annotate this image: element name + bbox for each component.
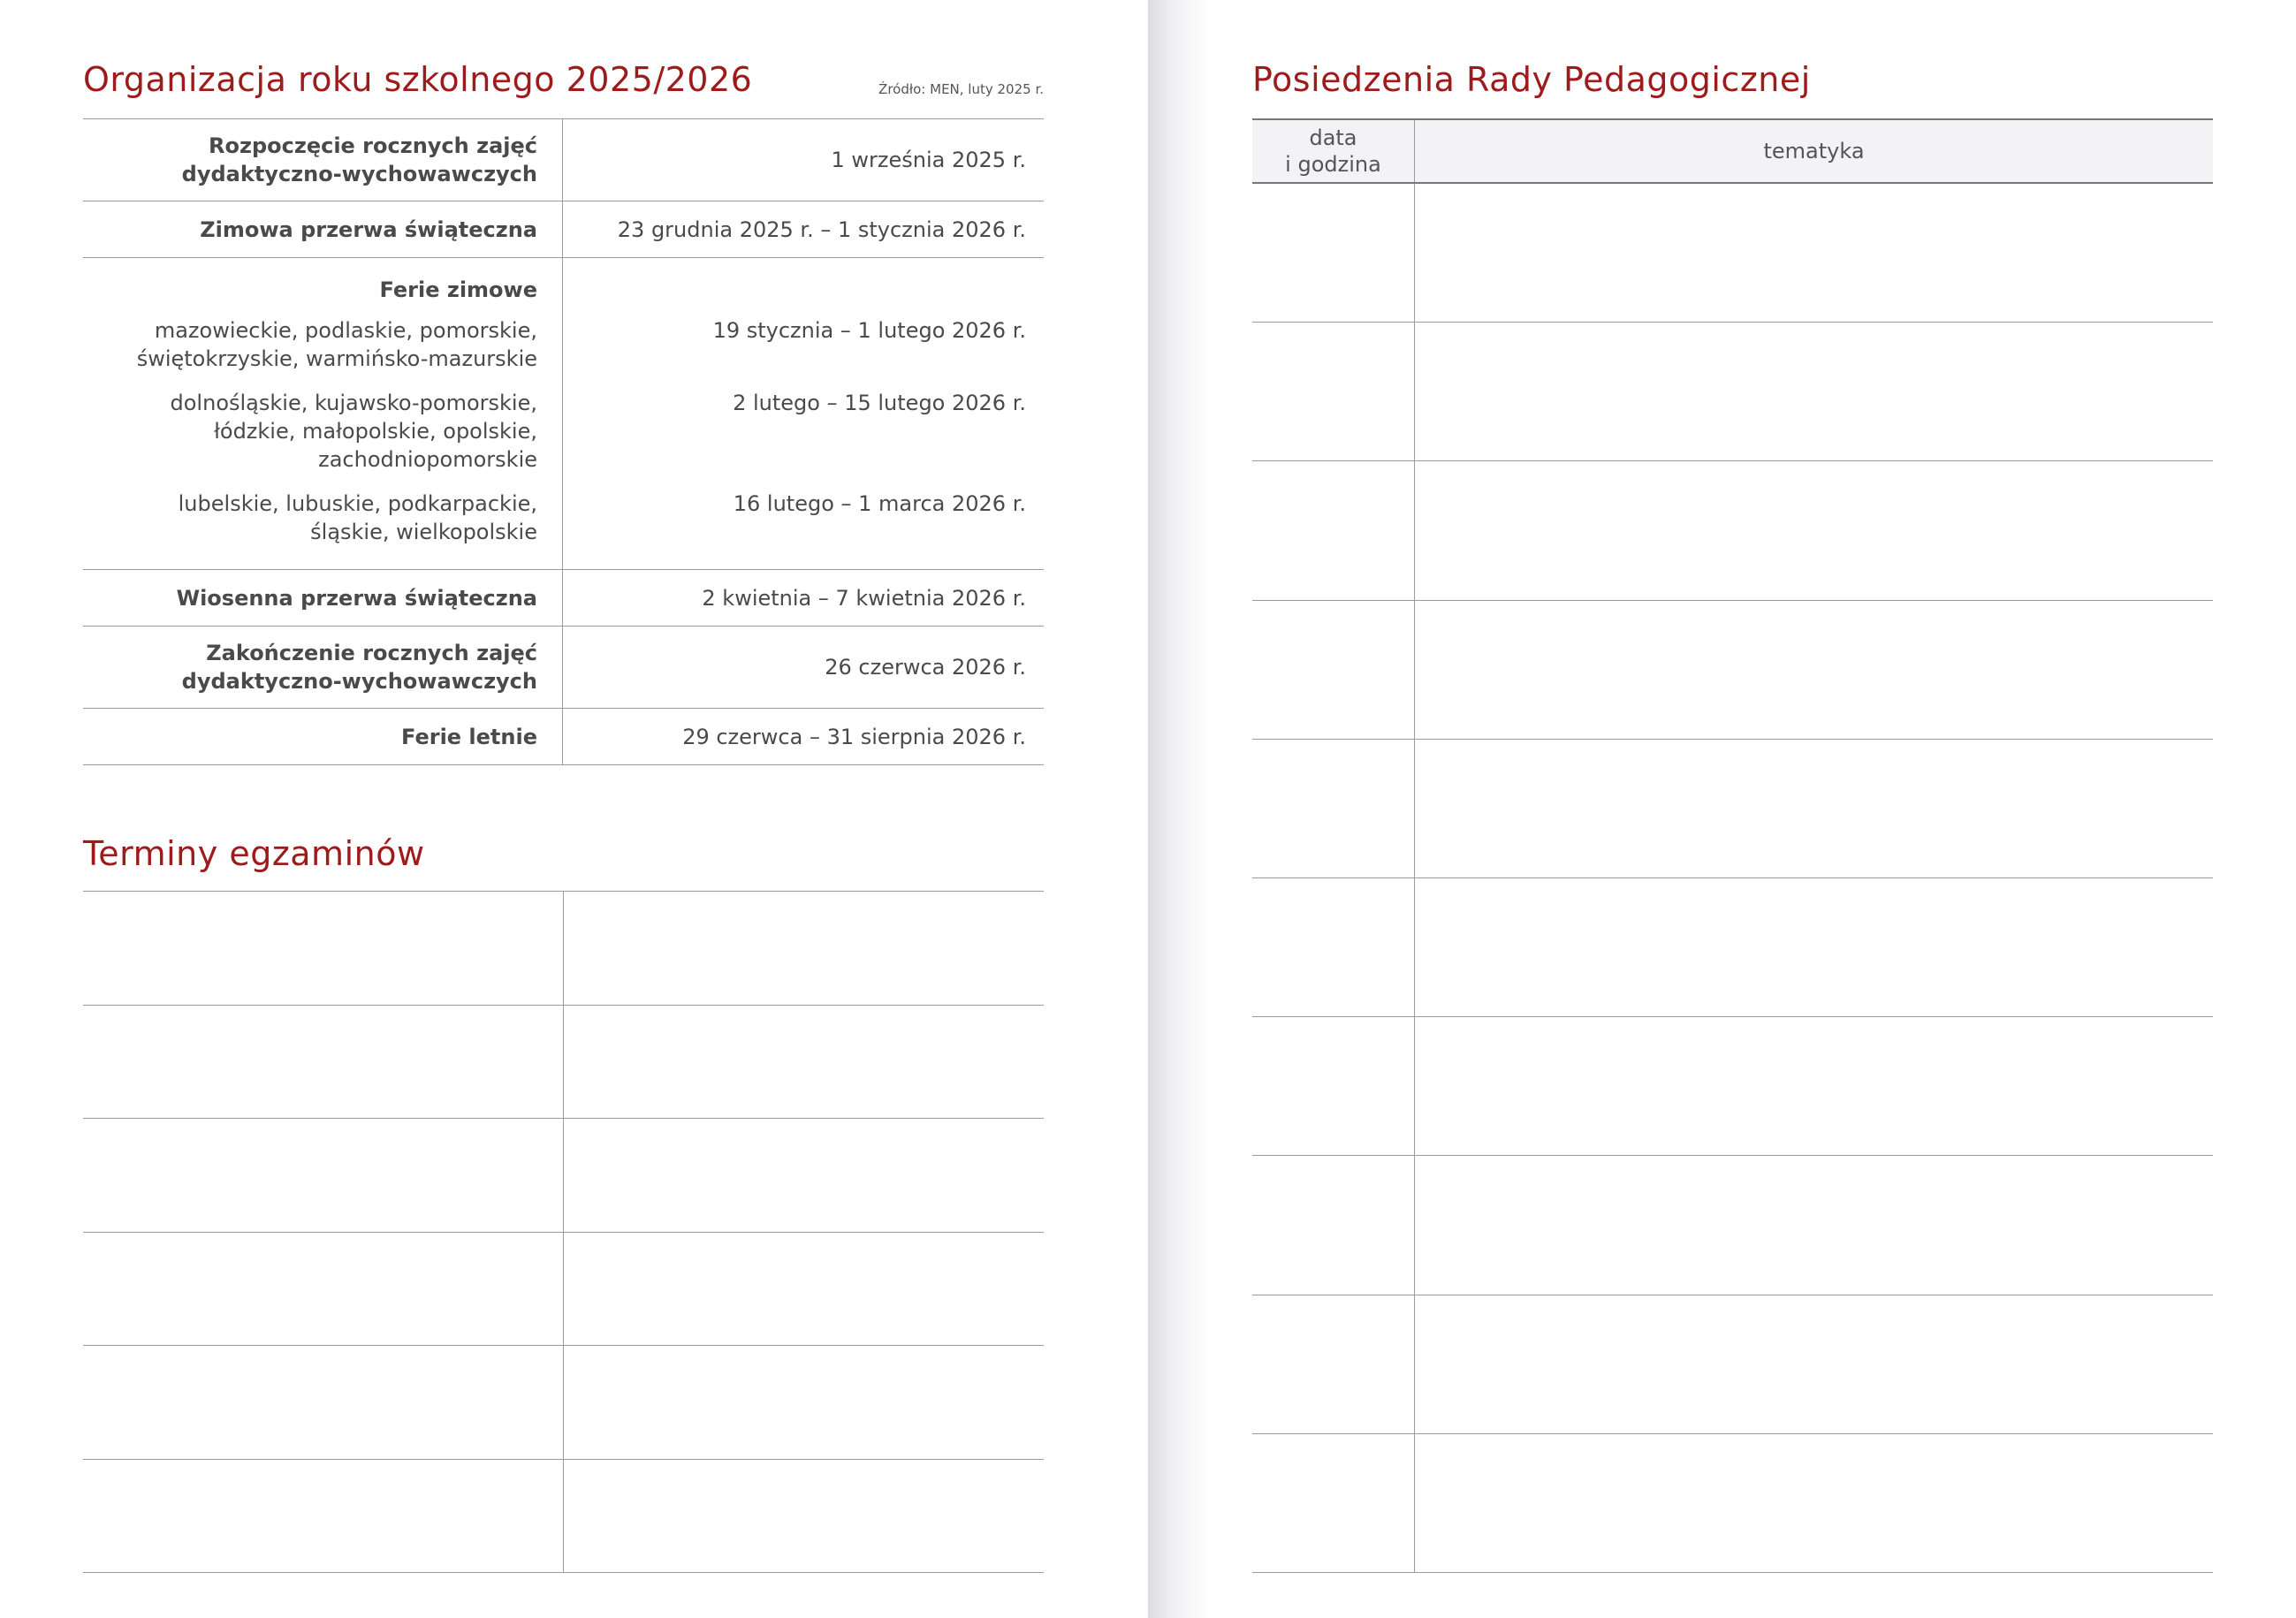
exam-row <box>83 1006 1044 1120</box>
exam-cell[interactable] <box>83 1119 564 1232</box>
page-gutter <box>1148 0 1210 1618</box>
header-date: data i godzina <box>1252 120 1415 182</box>
exam-row <box>83 892 1044 1006</box>
org-row <box>83 627 1044 709</box>
org-label: Zakończenie rocznych zajęć dydaktyczno-wychowawczych <box>83 627 563 708</box>
org-row-ferie <box>83 258 1044 570</box>
ferie-regions: lubelskie, lubuskie, podkarpackie, śląskie, wielkopolskie <box>178 491 537 544</box>
rada-topic-cell[interactable] <box>1415 1156 2213 1294</box>
exam-cell[interactable] <box>83 1006 564 1119</box>
rada-topic-cell[interactable] <box>1415 323 2213 460</box>
rada-topic-cell[interactable] <box>1415 740 2213 877</box>
rada-table-header <box>1252 118 2213 184</box>
rada-date-cell[interactable] <box>1252 184 1415 322</box>
org-row <box>83 709 1044 765</box>
exam-row <box>83 1119 1044 1233</box>
exam-cell[interactable] <box>564 1119 1044 1232</box>
source-note: Źródło: MEN, luty 2025 r. <box>878 81 1044 97</box>
rada-row <box>1252 878 2213 1017</box>
ferie-regions: dolnośląskie, kujawsko-pomorskie, łódzkie, małopolskie, opolskie, zachodniopomorskie <box>170 391 537 472</box>
ferie-dates: 16 lutego – 1 marca 2026 r. <box>733 491 1026 516</box>
exam-row <box>83 1233 1044 1347</box>
rada-row <box>1252 1295 2213 1434</box>
exam-cell[interactable] <box>564 1006 1044 1119</box>
org-value: 26 czerwca 2026 r. <box>825 655 1026 680</box>
org-label: Wiosenna przerwa świąteczna <box>83 570 563 626</box>
exam-cell[interactable] <box>83 1346 564 1459</box>
ferie-regions-col <box>83 258 563 569</box>
ferie-dates: 2 lutego – 15 lutego 2026 r. <box>733 391 1026 415</box>
exam-cell[interactable] <box>564 1460 1044 1573</box>
exam-cell[interactable] <box>83 1233 564 1346</box>
rada-date-cell[interactable] <box>1252 878 1415 1016</box>
rada-topic-cell[interactable] <box>1415 878 2213 1016</box>
rada-topic-cell[interactable] <box>1415 184 2213 322</box>
org-value: 23 grudnia 2025 r. – 1 stycznia 2026 r. <box>617 216 1026 242</box>
exam-cell[interactable] <box>83 1460 564 1573</box>
rada-date-cell[interactable] <box>1252 323 1415 460</box>
exam-cell[interactable] <box>564 1233 1044 1346</box>
rada-topic-cell[interactable] <box>1415 461 2213 599</box>
rada-date-cell[interactable] <box>1252 1017 1415 1155</box>
org-value: 2 kwietnia – 7 kwietnia 2026 r. <box>702 585 1026 611</box>
org-title: Organizacja roku szkolnego 2025/2026 <box>83 60 753 99</box>
org-label: Zimowa przerwa świąteczna <box>83 201 563 257</box>
rada-topic-cell[interactable] <box>1415 1434 2213 1572</box>
rada-table <box>1252 118 2213 1573</box>
rada-topic-cell[interactable] <box>1415 1295 2213 1433</box>
exam-cell[interactable] <box>83 892 564 1005</box>
rada-row <box>1252 184 2213 323</box>
ferie-dates: 19 stycznia – 1 lutego 2026 r. <box>712 318 1026 343</box>
org-row <box>83 119 1044 201</box>
header-topic: tematyka <box>1763 139 1865 163</box>
ferie-label: Ferie zimowe <box>379 277 537 302</box>
org-label: Ferie letnie <box>83 709 563 764</box>
rada-row <box>1252 1156 2213 1295</box>
exams-table <box>83 891 1044 1576</box>
exam-cell[interactable] <box>564 1346 1044 1459</box>
ferie-regions: mazowieckie, podlaskie, pomorskie, świętokrzyskie, warmińsko-mazurskie <box>136 318 537 371</box>
rada-date-cell[interactable] <box>1252 601 1415 739</box>
ferie-dates-col <box>563 258 1044 569</box>
org-row <box>83 570 1044 627</box>
rada-row <box>1252 461 2213 600</box>
org-row <box>83 201 1044 258</box>
org-value: 1 września 2025 r. <box>831 148 1026 172</box>
rada-date-cell[interactable] <box>1252 1295 1415 1433</box>
rada-topic-cell[interactable] <box>1415 1017 2213 1155</box>
exams-title: Terminy egzaminów <box>83 834 425 873</box>
rada-date-cell[interactable] <box>1252 1156 1415 1294</box>
exam-row <box>83 1460 1044 1574</box>
rada-topic-cell[interactable] <box>1415 601 2213 739</box>
org-value: 29 czerwca – 31 sierpnia 2026 r. <box>682 724 1026 749</box>
exam-cell[interactable] <box>564 892 1044 1005</box>
rada-row <box>1252 601 2213 740</box>
rada-row <box>1252 323 2213 461</box>
rada-date-cell[interactable] <box>1252 1434 1415 1572</box>
rada-row <box>1252 1434 2213 1573</box>
org-label: Rozpoczęcie rocznych zajęć dydaktyczno-wychowawczych <box>83 119 563 201</box>
rada-row <box>1252 1017 2213 1156</box>
exam-row <box>83 1346 1044 1460</box>
rada-date-cell[interactable] <box>1252 740 1415 877</box>
org-table <box>83 118 1044 765</box>
rada-row <box>1252 740 2213 878</box>
rada-date-cell[interactable] <box>1252 461 1415 599</box>
rada-title: Posiedzenia Rady Pedagogicznej <box>1252 60 1811 99</box>
